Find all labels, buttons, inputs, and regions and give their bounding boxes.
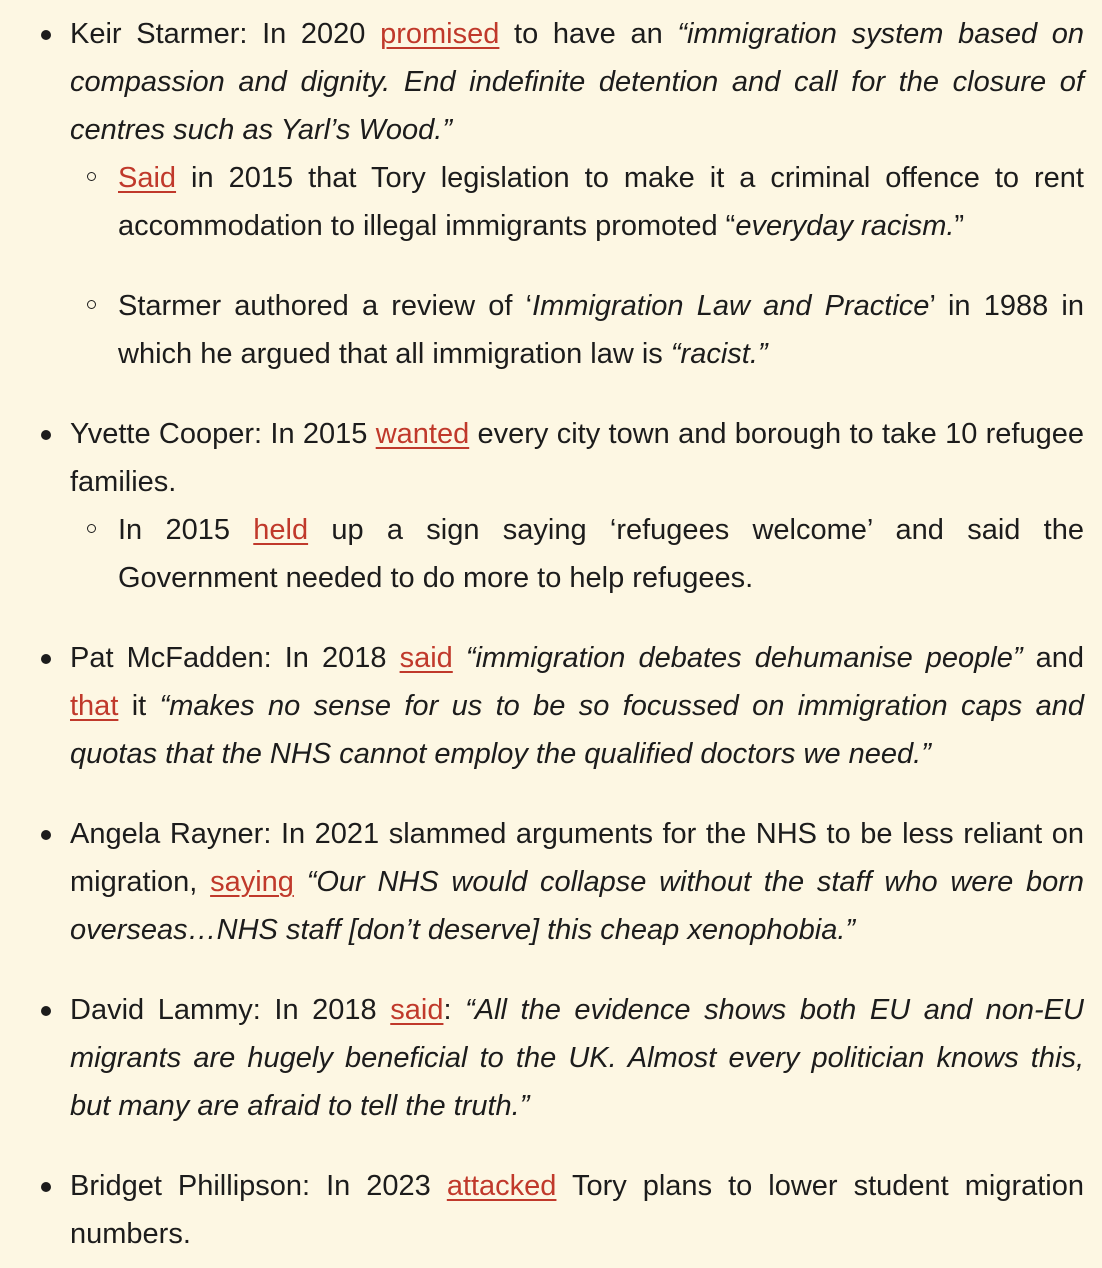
source-link-promised[interactable]: promised — [380, 18, 500, 50]
item-text: Keir Starmer: In 2020 — [70, 18, 381, 50]
list-item-mcfadden — [0, 634, 1084, 778]
sub-item-cooper-sign — [70, 506, 1084, 602]
list-item-starmer — [0, 10, 1084, 378]
item-text: : — [443, 994, 466, 1026]
item-text — [453, 642, 466, 674]
item-quote: “immigration system based on compassion and dignity. End indefinite detention and call for the closure of centres such as Yarl’s Wood.” — [70, 18, 1084, 146]
sub-list-cooper — [70, 506, 1084, 602]
sub-item-text: ’ in 1988 in which he argued that all immigration law is — [118, 290, 1084, 370]
item-text: Bridget Phillipson: In 2023 — [70, 1170, 447, 1202]
sub-item-text: up a sign saying ‘refugees welcome’ and said the Government needed to do more to help refugees. — [118, 514, 1084, 594]
list-item-lammy — [0, 986, 1084, 1130]
source-link-wanted[interactable]: wanted — [375, 418, 470, 450]
sub-item-text: ” — [954, 210, 965, 242]
item-quote: “makes no sense for us to be so focussed on immigration caps and quotas that the NHS cannot employ the qualified doctors we need.” — [70, 690, 1084, 770]
politician-list — [0, 10, 1084, 1258]
source-link-said[interactable]: said — [390, 994, 444, 1026]
sub-item-quote: Immigration Law and Practice — [532, 290, 930, 322]
source-link-saying[interactable]: saying — [210, 866, 294, 898]
item-text: David Lammy: In 2018 — [70, 994, 391, 1026]
item-text: Yvette Cooper: In 2015 — [70, 418, 376, 450]
sub-item-starmer-1988 — [70, 282, 1084, 378]
sub-item-quote: “racist.” — [670, 338, 768, 370]
item-text — [294, 866, 307, 898]
source-link-said[interactable]: Said — [118, 162, 177, 194]
list-item-phillipson — [0, 1162, 1084, 1258]
item-text: every city town and borough to take 10 refugee families. — [70, 418, 1084, 498]
list-item-rayner — [0, 810, 1084, 954]
sub-item-text: in 2015 that Tory legislation to make it a criminal offence to rent accommodation to illegal immigrants promoted “ — [118, 162, 1084, 242]
list-item-cooper — [0, 410, 1084, 602]
item-text: it — [118, 690, 160, 722]
item-text: Pat McFadden: In 2018 — [70, 642, 400, 674]
source-link-attacked[interactable]: attacked — [446, 1170, 557, 1202]
source-link-said[interactable]: said — [399, 642, 453, 674]
item-text: to have an — [499, 18, 678, 50]
item-text: Angela Rayner: In 2021 slammed arguments for the NHS to be less reliant on migration, — [70, 818, 1084, 898]
item-quote: “Our NHS would collapse without the staff who were born overseas…NHS staff [don’t deserve] this cheap xenophobia.” — [70, 866, 1085, 946]
item-quote: “All the evidence shows both EU and non-EU migrants are hugely beneficial to the UK. Almost every politician knows this, but many are afraid to tell the truth.” — [70, 994, 1085, 1122]
sub-list-starmer — [70, 154, 1084, 378]
item-text: Tory plans to lower student migration numbers. — [70, 1170, 1084, 1250]
sub-item-text: Starmer authored a review of ‘ — [118, 290, 533, 322]
sub-item-starmer-2015 — [70, 154, 1084, 250]
source-link-held[interactable]: held — [253, 514, 309, 546]
sub-item-text: In 2015 — [118, 514, 254, 546]
item-quote: “immigration debates dehumanise people” — [465, 642, 1023, 674]
source-link-that[interactable]: that — [70, 690, 119, 722]
sub-item-quote: everyday racism. — [735, 210, 955, 242]
item-text: and — [1022, 642, 1085, 674]
